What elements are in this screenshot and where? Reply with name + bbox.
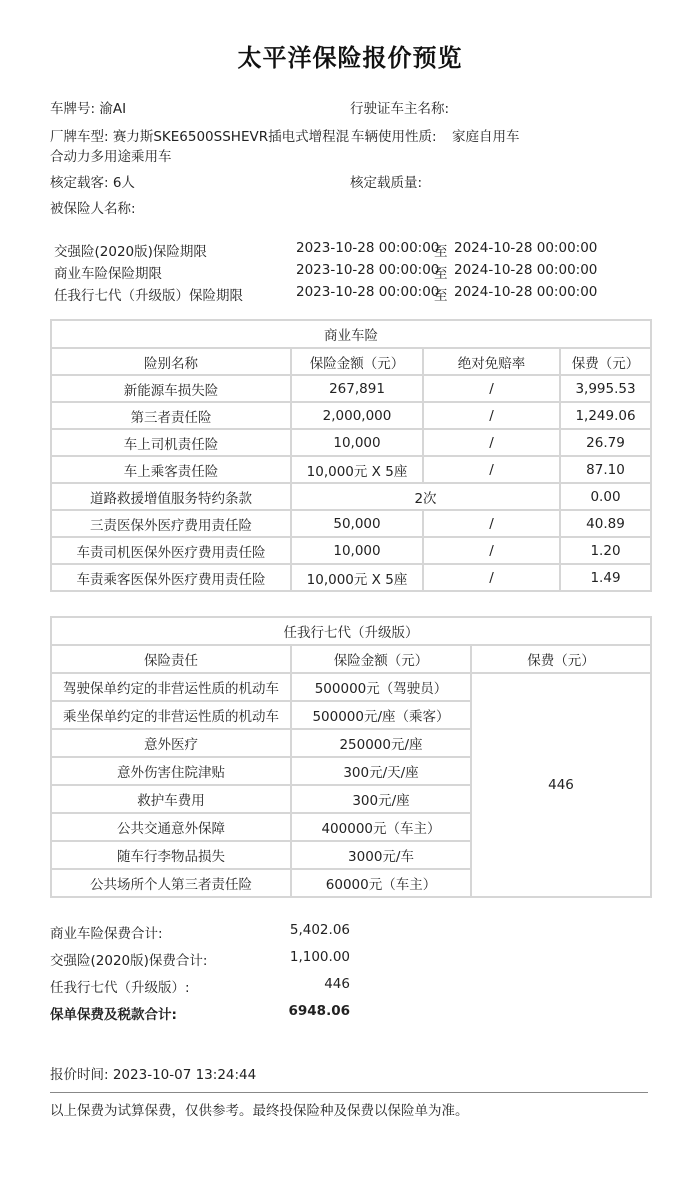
commercial-insurance-table xyxy=(50,319,652,592)
insured-amount: 500000元/座（乘客） xyxy=(291,701,471,729)
insured-amount: 2,000,000 xyxy=(291,402,423,429)
insured-amount: 10,000元 X 5座 xyxy=(291,564,423,591)
coverage-name: 道路救援增值服务特约条款 xyxy=(51,483,291,510)
deductible-rate: / xyxy=(423,456,560,483)
coverage-name: 第三者责任险 xyxy=(51,402,291,429)
deductible-rate: / xyxy=(423,402,560,429)
load-capacity: 核定载质量: xyxy=(350,175,423,191)
insured-amount: 267,891 xyxy=(291,375,423,402)
period-end: 2024-10-28 00:00:00 xyxy=(454,240,598,256)
period-row xyxy=(54,240,614,262)
deductible-rate: / xyxy=(423,537,560,564)
coverage-name: 救护车费用 xyxy=(51,785,291,813)
registered-owner: 行驶证车主名称: xyxy=(350,101,450,117)
premium: 0.00 xyxy=(560,483,651,510)
column-header: 保险金额（元） xyxy=(291,645,471,673)
period-end: 2024-10-28 00:00:00 xyxy=(454,284,598,300)
coverage-name: 车上乘客责任险 xyxy=(51,456,291,483)
period-name: 任我行七代（升级版）保险期限 xyxy=(54,288,243,304)
period-row xyxy=(54,262,614,284)
summary-row xyxy=(50,922,370,944)
period-sep: 至 xyxy=(434,266,448,282)
table-row xyxy=(51,456,651,483)
service-count: 2次 xyxy=(291,483,560,510)
premium: 40.89 xyxy=(560,510,651,537)
divider xyxy=(50,1092,648,1093)
coverage-name: 乘坐保单约定的非营运性质的机动车 xyxy=(51,701,291,729)
rwx-premium: 446 xyxy=(471,673,651,897)
period-name: 交强险(2020版)保险期限 xyxy=(54,244,207,260)
table-row xyxy=(51,564,651,591)
vehicle-model-line2: 合动力多用途乘用车 xyxy=(50,149,172,165)
plate-number: 车牌号: 渝AI xyxy=(50,101,127,117)
premium: 3,995.53 xyxy=(560,375,651,402)
usage-label: 车辆使用性质: xyxy=(351,129,437,145)
coverage-name: 意外伤害住院津贴 xyxy=(51,757,291,785)
column-header: 保险责任 xyxy=(51,645,291,673)
quote-time: 报价时间: 2023-10-07 13:24:44 xyxy=(50,1067,257,1083)
insured-amount: 250000元/座 xyxy=(291,729,471,757)
period-end: 2024-10-28 00:00:00 xyxy=(454,262,598,278)
coverage-name: 车责司机医保外医疗费用责任险 xyxy=(51,537,291,564)
coverage-name: 公共场所个人第三者责任险 xyxy=(51,869,291,897)
coverage-name: 随车行李物品损失 xyxy=(51,841,291,869)
premium: 87.10 xyxy=(560,456,651,483)
column-header: 保费（元） xyxy=(471,645,651,673)
summary-label: 商业车险保费合计: xyxy=(50,926,163,942)
table-row xyxy=(51,483,651,510)
deductible-rate: / xyxy=(423,375,560,402)
summary-label: 任我行七代（升级版）: xyxy=(50,980,190,996)
summary-row xyxy=(50,976,370,998)
deductible-rate: / xyxy=(423,429,560,456)
table-row xyxy=(51,375,651,402)
insured-amount: 10,000 xyxy=(291,429,423,456)
period-row xyxy=(54,284,614,306)
period-name: 商业车险保险期限 xyxy=(54,266,162,282)
table-row xyxy=(51,429,651,456)
insured-amount: 300元/天/座 xyxy=(291,757,471,785)
insured-amount: 50,000 xyxy=(291,510,423,537)
column-header: 保险金额（元） xyxy=(291,348,423,375)
table-caption: 商业车险 xyxy=(51,320,651,348)
summary-value: 6948.06 xyxy=(288,1003,350,1019)
insured-amount: 500000元（驾驶员） xyxy=(291,673,471,701)
period-start: 2023-10-28 00:00:00 xyxy=(296,240,440,256)
rwx-insurance-table xyxy=(50,616,652,898)
summary-total-row xyxy=(50,1003,370,1025)
usage-value: 家庭自用车 xyxy=(452,129,520,145)
coverage-name: 公共交通意外保障 xyxy=(51,813,291,841)
disclaimer: 以上保费为试算保费，仅供参考。最终投保险种及保费以保险单为准。 xyxy=(50,1103,469,1119)
insured-name: 被保险人名称: xyxy=(50,201,136,217)
column-header: 绝对免赔率 xyxy=(423,348,560,375)
coverage-name: 车责乘客医保外医疗费用责任险 xyxy=(51,564,291,591)
deductible-rate: / xyxy=(423,564,560,591)
column-header: 险别名称 xyxy=(51,348,291,375)
summary-label: 交强险(2020版)保费合计: xyxy=(50,953,208,969)
premium: 1.49 xyxy=(560,564,651,591)
table-row xyxy=(51,673,651,701)
period-start: 2023-10-28 00:00:00 xyxy=(296,262,440,278)
period-sep: 至 xyxy=(434,244,448,260)
deductible-rate: / xyxy=(423,510,560,537)
table-row xyxy=(51,510,651,537)
period-start: 2023-10-28 00:00:00 xyxy=(296,284,440,300)
summary-value: 5,402.06 xyxy=(289,922,350,938)
premium: 1,249.06 xyxy=(560,402,651,429)
coverage-name: 驾驶保单约定的非营运性质的机动车 xyxy=(51,673,291,701)
seat-capacity: 核定载客: 6人 xyxy=(50,175,135,191)
insured-amount: 60000元（车主） xyxy=(291,869,471,897)
table-caption: 任我行七代（升级版） xyxy=(51,617,651,645)
summary-row xyxy=(50,949,370,971)
summary-value: 446 xyxy=(324,976,350,992)
table-row xyxy=(51,537,651,564)
coverage-name: 车上司机责任险 xyxy=(51,429,291,456)
vehicle-model-line1: 厂牌车型: 赛力斯SKE6500SSHEVR插电式增程混 xyxy=(50,129,350,145)
summary-value: 1,100.00 xyxy=(289,949,350,965)
page-title: 太平洋保险报价预览 xyxy=(237,44,463,72)
column-header: 保费（元） xyxy=(560,348,651,375)
insured-amount: 3000元/车 xyxy=(291,841,471,869)
insured-amount: 400000元（车主） xyxy=(291,813,471,841)
coverage-name: 意外医疗 xyxy=(51,729,291,757)
insured-amount: 300元/座 xyxy=(291,785,471,813)
premium: 26.79 xyxy=(560,429,651,456)
period-sep: 至 xyxy=(434,288,448,304)
insured-amount: 10,000 xyxy=(291,537,423,564)
premium: 1.20 xyxy=(560,537,651,564)
table-row xyxy=(51,402,651,429)
coverage-name: 新能源车损失险 xyxy=(51,375,291,402)
insured-amount: 10,000元 X 5座 xyxy=(291,456,423,483)
summary-label: 保单保费及税款合计: xyxy=(50,1007,177,1023)
coverage-name: 三责医保外医疗费用责任险 xyxy=(51,510,291,537)
